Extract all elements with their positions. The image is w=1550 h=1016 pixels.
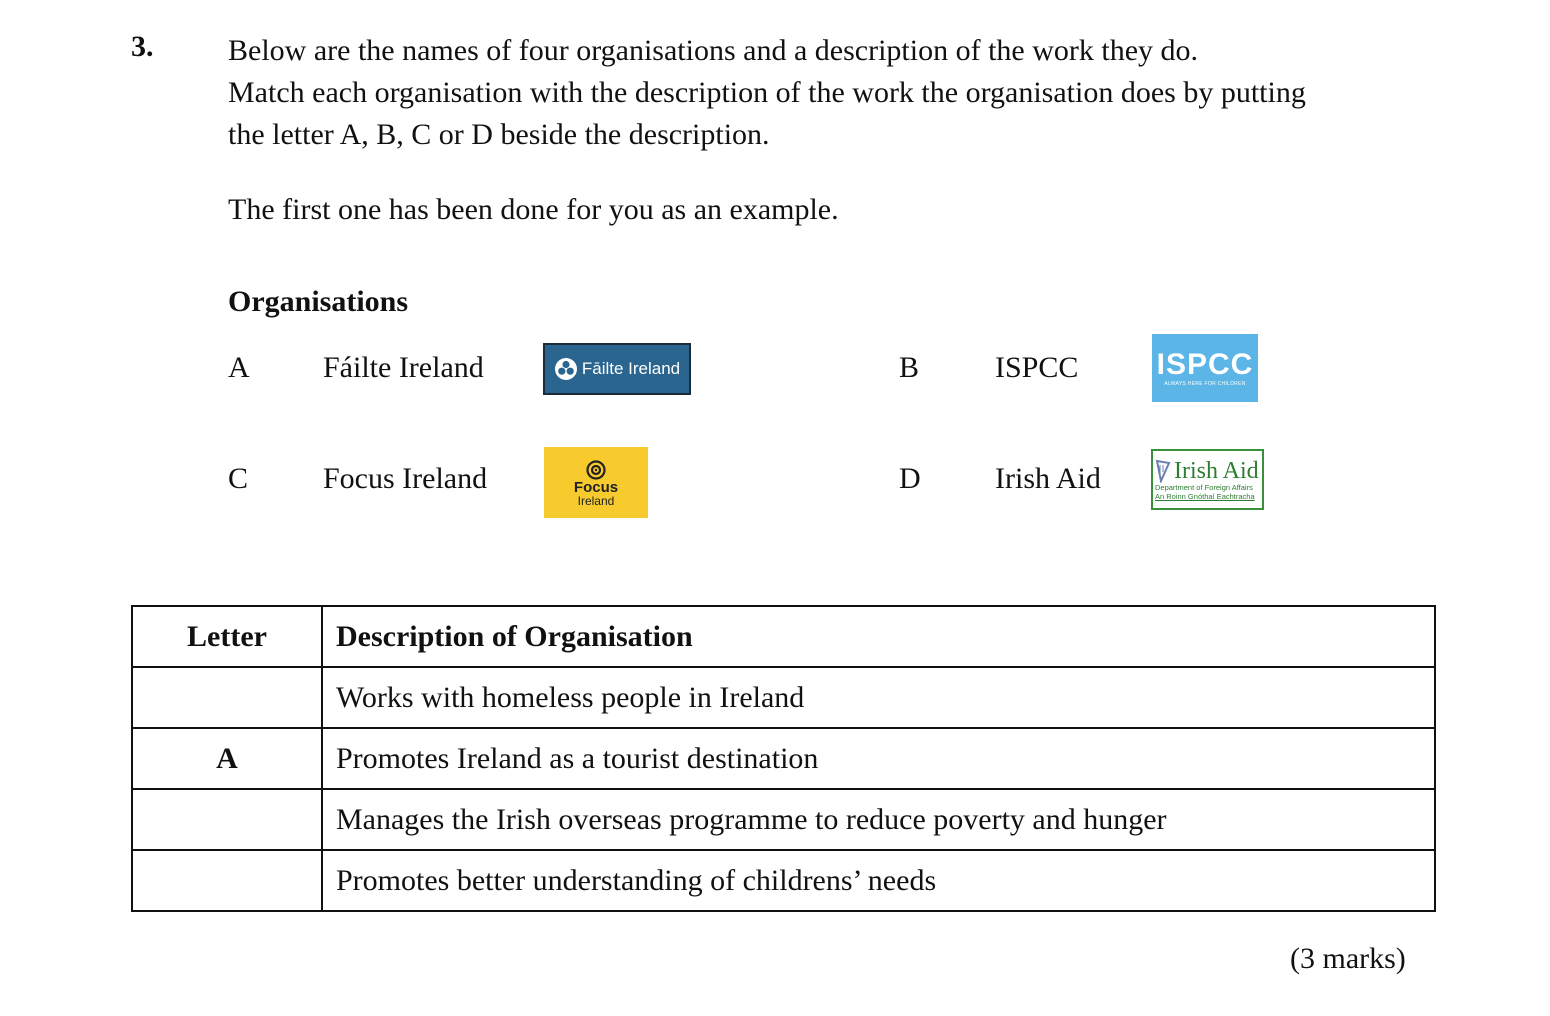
failte-ireland-logo xyxy=(543,343,691,395)
org-name-failte-ireland: Fáilte Ireland xyxy=(323,351,484,384)
table-row xyxy=(132,667,1435,728)
shamrock-icon xyxy=(554,357,578,381)
example-note: The first one has been done for you as an example. xyxy=(228,193,839,226)
irish-aid-logo xyxy=(1151,449,1264,510)
question-instructions xyxy=(228,30,1306,156)
instruction-line: the letter A, B, C or D beside the description. xyxy=(228,118,770,151)
harp-icon xyxy=(1155,459,1171,483)
description-cell: Promotes better understanding of childrens’ needs xyxy=(322,850,1435,911)
org-letter-b: B xyxy=(899,351,920,384)
ispcc-logo-tagline: ALWAYS HERE FOR CHILDREN xyxy=(1164,381,1246,387)
description-cell: Works with homeless people in Ireland xyxy=(322,667,1435,728)
letter-answer-cell[interactable] xyxy=(132,850,322,911)
marks-label: (3 marks) xyxy=(1290,942,1406,975)
description-cell: Manages the Irish overseas programme to reduce poverty and hunger xyxy=(322,789,1435,850)
instruction-line: Match each organisation with the description of the work the organisation does by putting xyxy=(228,76,1306,109)
table-row xyxy=(132,728,1435,789)
focus-logo-text: Focus xyxy=(573,478,619,496)
org-name-irish-aid: Irish Aid xyxy=(995,462,1101,495)
spiral-icon xyxy=(585,459,607,481)
description-column-header: Description of Organisation xyxy=(322,606,1435,667)
table-header-row xyxy=(132,606,1435,667)
failte-logo-text: Fāilte Ireland xyxy=(581,359,681,378)
org-letter-a: A xyxy=(228,351,250,384)
letter-answer-cell[interactable]: A xyxy=(132,728,322,789)
description-cell: Promotes Ireland as a tourist destination xyxy=(322,728,1435,789)
irish-aid-logo-dept-irish: An Roinn Gnóthaí Eachtracha xyxy=(1155,491,1255,501)
irish-aid-logo-dept: Department of Foreign Affairs xyxy=(1155,482,1253,492)
letter-answer-cell[interactable] xyxy=(132,667,322,728)
table-row xyxy=(132,789,1435,850)
org-name-focus-ireland: Focus Ireland xyxy=(323,462,488,495)
focus-logo-text2: Ireland xyxy=(577,493,615,508)
org-name-ispcc: ISPCC xyxy=(995,351,1079,384)
letter-column-header: Letter xyxy=(132,606,322,667)
instruction-line: Below are the names of four organisations and a description of the work they do. xyxy=(228,34,1199,67)
org-letter-c: C xyxy=(228,462,249,495)
ispcc-logo-text: ISPCC xyxy=(1156,348,1254,381)
irish-aid-logo-text: Irish Aid xyxy=(1174,457,1259,484)
focus-ireland-logo xyxy=(544,447,648,518)
organisations-heading: Organisations xyxy=(228,285,409,318)
letter-answer-cell[interactable] xyxy=(132,789,322,850)
org-letter-d: D xyxy=(899,462,921,495)
answer-table xyxy=(131,605,1436,912)
table-row xyxy=(132,850,1435,911)
ispcc-logo xyxy=(1152,334,1258,402)
question-number: 3. xyxy=(131,30,154,63)
